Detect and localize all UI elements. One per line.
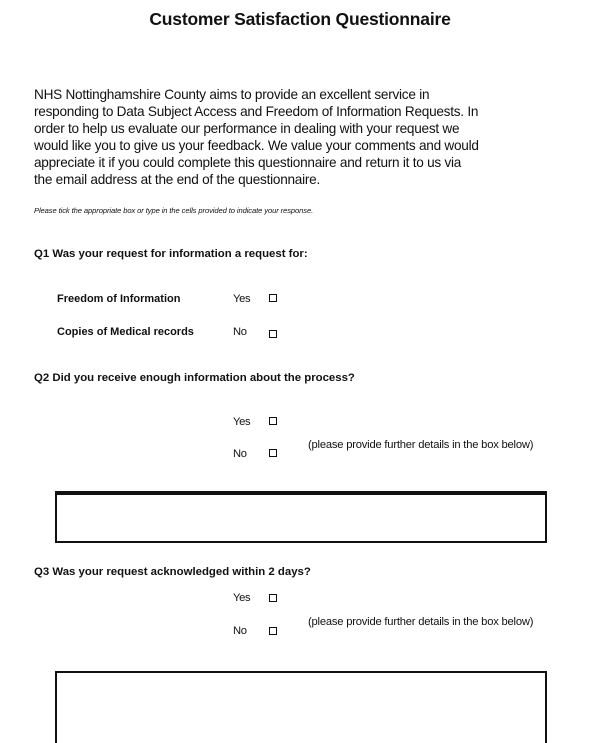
instruction-text: Please tick the appropriate box or type in the cells provided to indicate your response. <box>34 206 314 215</box>
page-title: Customer Satisfaction Questionnaire <box>149 9 451 29</box>
q1-answer-no: No <box>233 326 247 338</box>
q1-no-checkbox[interactable] <box>269 330 277 338</box>
q3-no-checkbox[interactable] <box>269 627 277 635</box>
intro-line: would like you to give us your feedback. We value your comments and would <box>34 138 479 153</box>
q1-option-label: Freedom of Information <box>57 293 181 305</box>
q1-answer-yes: Yes <box>233 293 251 305</box>
intro-line: the email address at the end of the questionnaire. <box>34 172 321 187</box>
q3-details-note: (please provide further details in the box below) <box>308 616 534 628</box>
q1-option-label: Copies of Medical records <box>57 326 194 338</box>
q1-question: Q1 Was your request for information a request for: <box>34 248 308 260</box>
q3-no-label: No <box>233 625 247 637</box>
q2-yes-checkbox[interactable] <box>269 417 277 425</box>
q2-no-label: No <box>233 448 247 460</box>
intro-line: NHS Nottinghamshire County aims to provide an excellent service in <box>34 87 430 102</box>
intro-line: responding to Data Subject Access and Freedom of Information Requests. In <box>34 104 479 119</box>
intro-paragraph <box>34 86 554 188</box>
q2-question: Q2 Did you receive enough information about the process? <box>34 372 355 384</box>
q3-question: Q3 Was your request acknowledged within 2 days? <box>34 566 311 578</box>
q1-yes-checkbox[interactable] <box>269 294 277 302</box>
intro-line: order to help us evaluate our performance in dealing with your request we <box>34 121 460 136</box>
q2-no-checkbox[interactable] <box>269 449 277 457</box>
q3-yes-label: Yes <box>233 592 251 604</box>
q2-details-box[interactable] <box>55 493 547 543</box>
intro-line: appreciate it if you could complete this questionnaire and return it to us via <box>34 155 462 170</box>
q2-yes-label: Yes <box>233 416 251 428</box>
q2-details-note: (please provide further details in the box below) <box>308 439 534 451</box>
q3-details-box[interactable] <box>55 671 547 743</box>
q3-yes-checkbox[interactable] <box>269 594 277 602</box>
